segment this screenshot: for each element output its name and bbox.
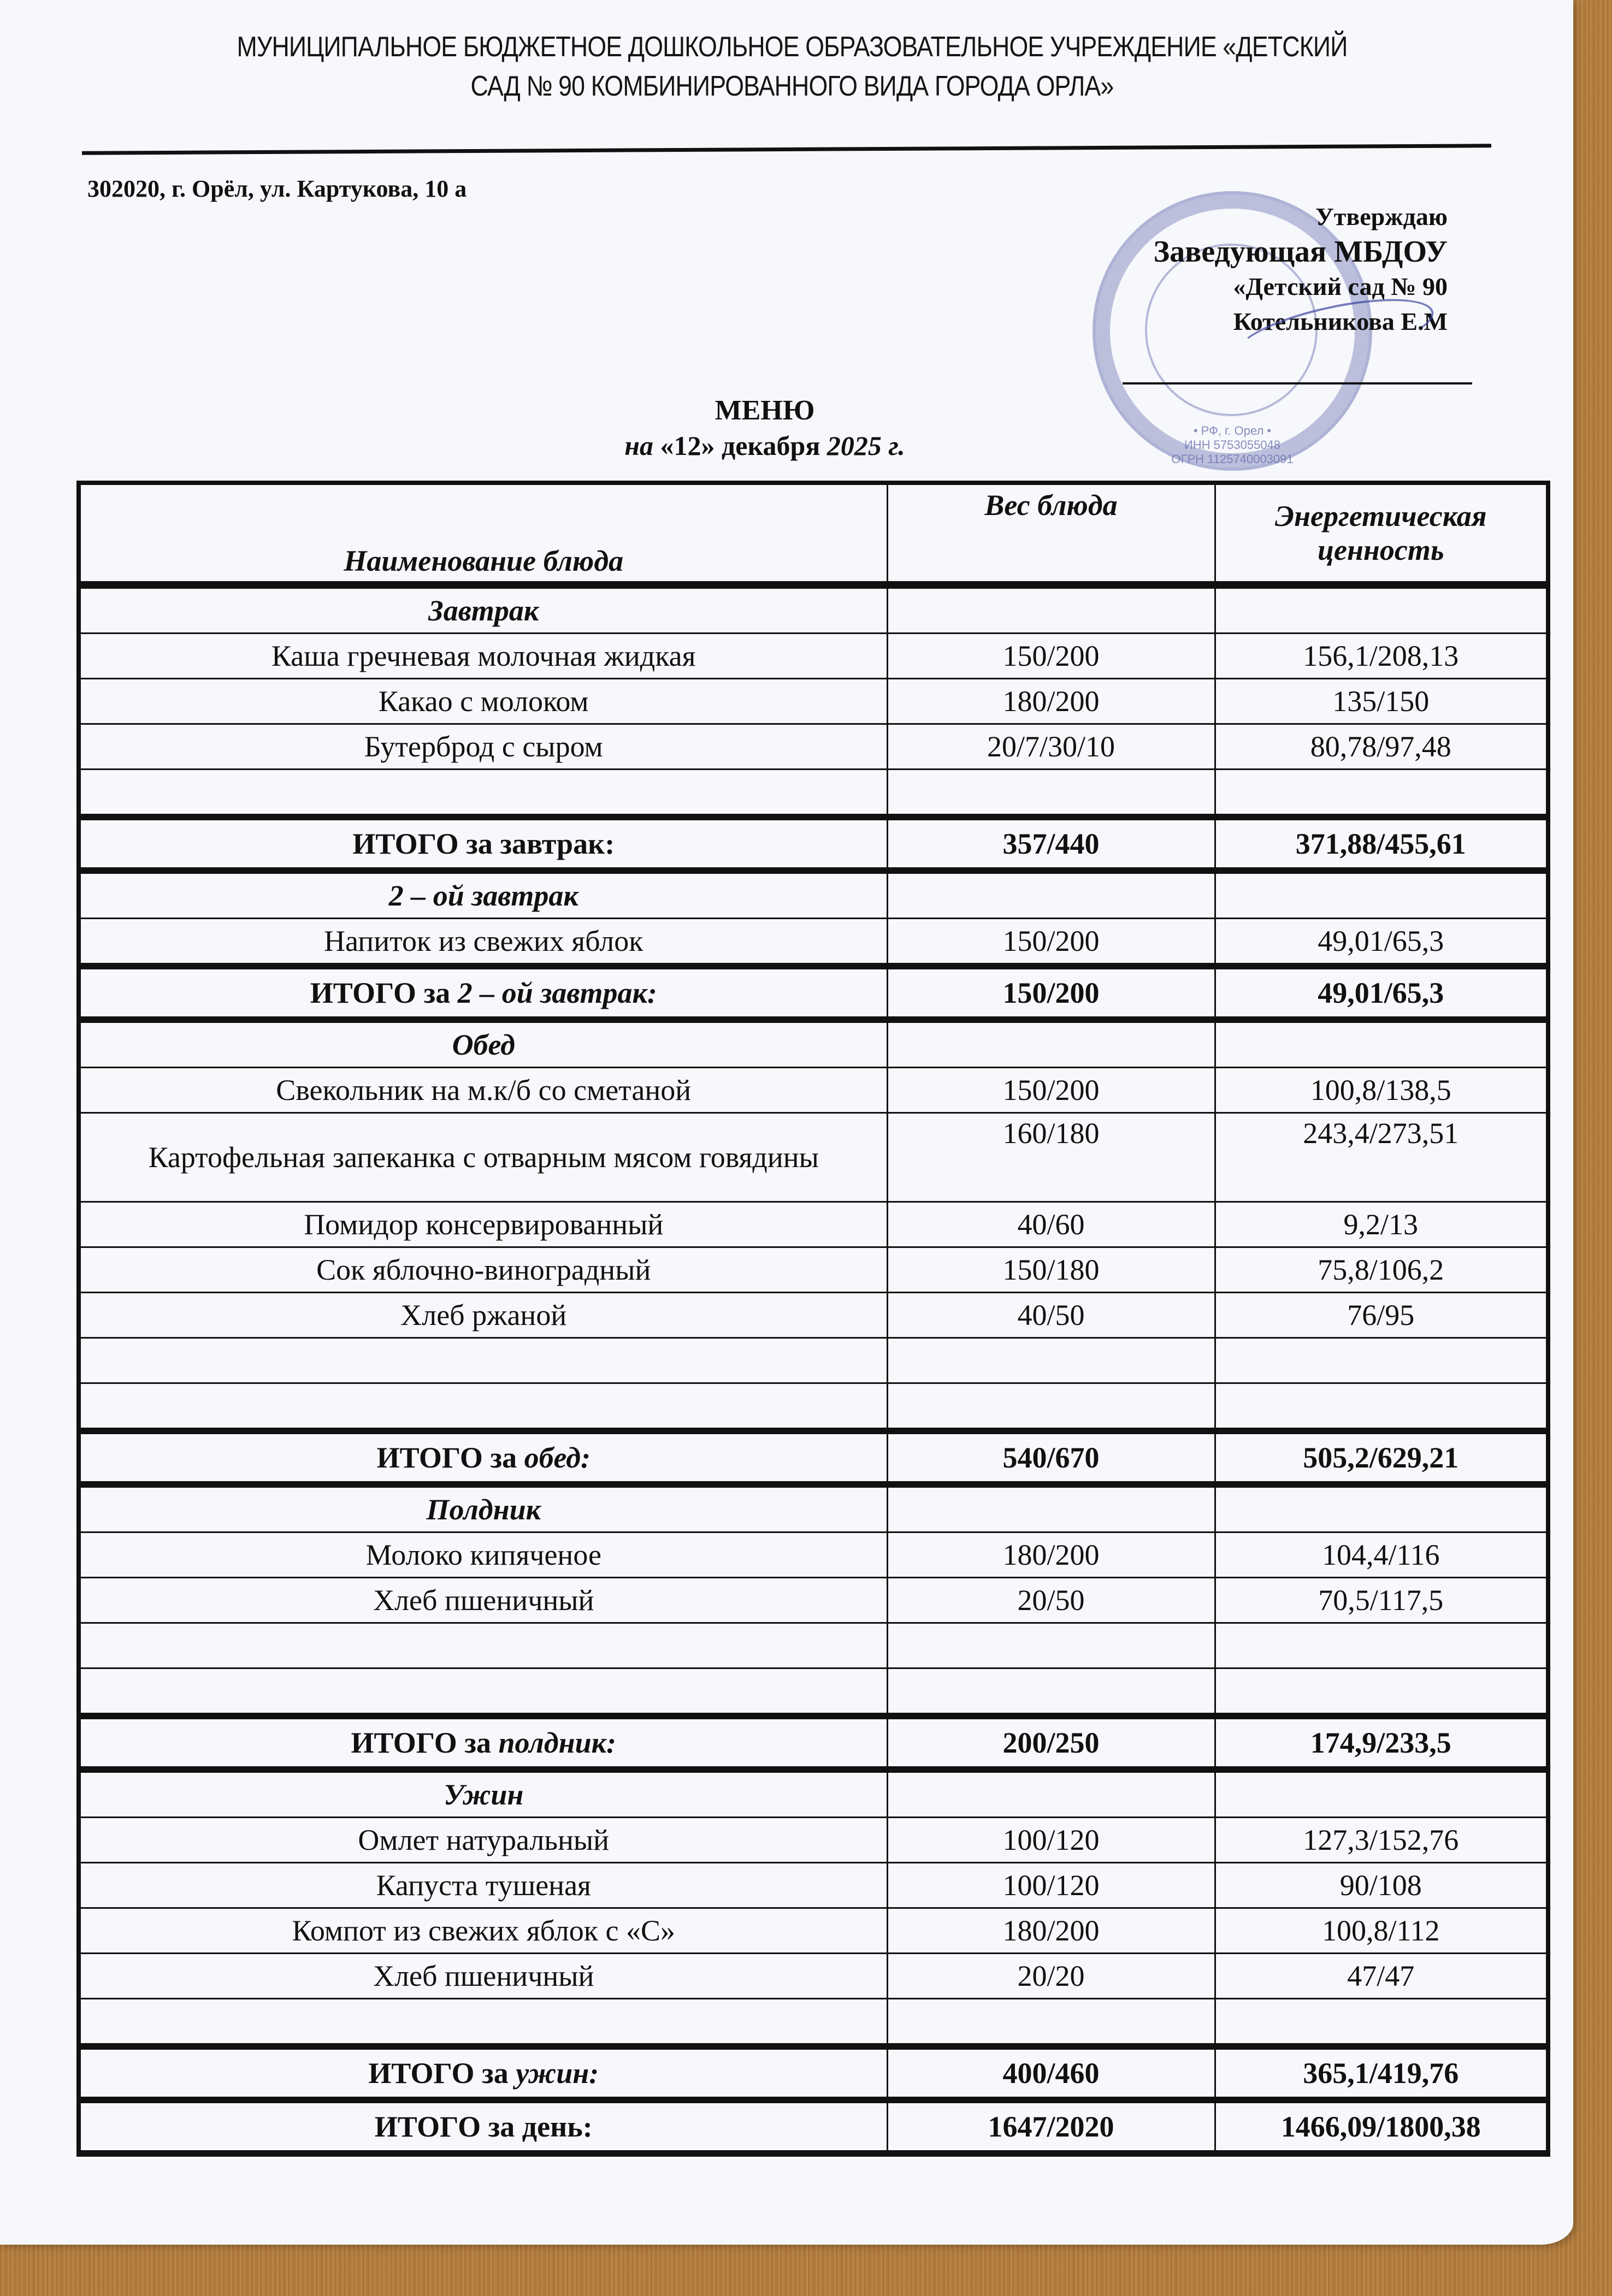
total-label-suffix: полдник: bbox=[498, 1726, 617, 1759]
total-label-prefix: ИТОГО за bbox=[376, 1441, 524, 1474]
dish-energy: 76/95 bbox=[1215, 1293, 1548, 1338]
table-row bbox=[79, 634, 1548, 679]
section-row-breakfast bbox=[79, 585, 1548, 634]
dish-energy: 100,8/112 bbox=[1215, 1908, 1548, 1954]
dish-name: Каша гречневая молочная жидкая bbox=[79, 634, 887, 679]
table-row bbox=[79, 1532, 1548, 1578]
table-row bbox=[79, 1954, 1548, 1999]
dish-name: Хлеб ржаной bbox=[79, 1293, 887, 1338]
empty-cell bbox=[887, 585, 1215, 634]
empty-cell bbox=[1215, 1338, 1548, 1383]
total-label-prefix: ИТОГО за bbox=[310, 977, 458, 1009]
dish-weight: 150/180 bbox=[887, 1247, 1215, 1293]
total-label-suffix: обед: bbox=[524, 1441, 591, 1474]
empty-cell bbox=[1215, 1484, 1548, 1532]
total-label bbox=[79, 966, 887, 1020]
total-row-dinner bbox=[79, 2046, 1548, 2100]
dish-name: Бутерброд с сыром bbox=[79, 724, 887, 770]
column-header-weight: Вес блюда bbox=[887, 483, 1215, 585]
menu-title bbox=[437, 393, 1093, 463]
table-row bbox=[79, 919, 1548, 967]
dish-weight: 180/200 bbox=[887, 679, 1215, 724]
total-label bbox=[79, 1716, 887, 1770]
empty-cell bbox=[887, 871, 1215, 919]
table-row bbox=[79, 1863, 1548, 1908]
dish-energy: 90/108 bbox=[1215, 1863, 1548, 1908]
empty-cell bbox=[887, 1623, 1215, 1668]
section-title: 2 – ой завтрак bbox=[79, 871, 887, 919]
stamp-text-line2: ИНН 5753055048 bbox=[1184, 438, 1281, 452]
section-row-afternoon-snack bbox=[79, 1484, 1548, 1532]
dish-weight: 40/50 bbox=[887, 1293, 1215, 1338]
dish-weight: 20/50 bbox=[887, 1578, 1215, 1623]
table-row bbox=[79, 1113, 1548, 1202]
section-title: Полдник bbox=[79, 1484, 887, 1532]
signature-line bbox=[1123, 382, 1472, 384]
empty-cell bbox=[887, 1770, 1215, 1818]
empty-row bbox=[79, 1999, 1548, 2047]
empty-cell bbox=[1215, 1999, 1548, 2047]
dish-energy: 127,3/152,76 bbox=[1215, 1818, 1548, 1863]
dish-name: Капуста тушеная bbox=[79, 1863, 887, 1908]
approval-line4: Котельникова Е.М bbox=[1233, 307, 1448, 335]
dish-name: Сок яблочно-виноградный bbox=[79, 1247, 887, 1293]
column-header-dish: Наименование блюда bbox=[79, 483, 887, 585]
header-divider bbox=[82, 144, 1491, 155]
total-row-afternoon-snack bbox=[79, 1716, 1548, 1770]
table-row bbox=[79, 1578, 1548, 1623]
empty-cell bbox=[1215, 1020, 1548, 1068]
empty-row bbox=[79, 770, 1548, 818]
dish-energy: 243,4/273,51 bbox=[1215, 1113, 1548, 1202]
empty-row bbox=[79, 1338, 1548, 1383]
dish-name: Картофельная запеканка с отварным мясом говядины bbox=[79, 1113, 887, 1202]
total-energy: 365,1/419,76 bbox=[1215, 2046, 1548, 2100]
empty-cell bbox=[79, 1383, 887, 1431]
table-header-row bbox=[79, 483, 1548, 585]
empty-cell bbox=[887, 1020, 1215, 1068]
total-row-breakfast bbox=[79, 817, 1548, 871]
empty-cell bbox=[887, 1484, 1215, 1532]
total-label-suffix: завтрак: bbox=[500, 827, 615, 860]
table-row bbox=[79, 1293, 1548, 1338]
total-label-prefix: ИТОГО за bbox=[352, 827, 500, 860]
dish-weight: 100/120 bbox=[887, 1818, 1215, 1863]
empty-cell bbox=[79, 770, 887, 818]
day-total-energy: 1466,09/1800,38 bbox=[1215, 2100, 1548, 2153]
dish-energy: 47/47 bbox=[1215, 1954, 1548, 1999]
organization-title bbox=[181, 27, 1403, 106]
dish-weight: 160/180 bbox=[887, 1113, 1215, 1202]
dish-name: Помидор консервированный bbox=[79, 1202, 887, 1247]
total-label bbox=[79, 817, 887, 871]
empty-cell bbox=[79, 1338, 887, 1383]
total-weight: 200/250 bbox=[887, 1716, 1215, 1770]
section-row-lunch bbox=[79, 1020, 1548, 1068]
table-row bbox=[79, 1247, 1548, 1293]
empty-cell bbox=[1215, 1770, 1548, 1818]
dish-energy: 135/150 bbox=[1215, 679, 1548, 724]
dish-energy: 70,5/117,5 bbox=[1215, 1578, 1548, 1623]
total-energy: 371,88/455,61 bbox=[1215, 817, 1548, 871]
dish-name: Свекольник на м.к/б со сметаной bbox=[79, 1068, 887, 1113]
dish-weight: 20/20 bbox=[887, 1954, 1215, 1999]
organization-title-line2: САД № 90 КОМБИНИРОВАННОГО ВИДА ГОРОДА ОРЛА» bbox=[470, 70, 1114, 102]
dish-name: Омлет натуральный bbox=[79, 1818, 887, 1863]
table-row bbox=[79, 724, 1548, 770]
dish-weight: 150/200 bbox=[887, 919, 1215, 967]
empty-cell bbox=[887, 770, 1215, 818]
empty-row bbox=[79, 1623, 1548, 1668]
dish-energy: 75,8/106,2 bbox=[1215, 1247, 1548, 1293]
empty-cell bbox=[1215, 871, 1548, 919]
total-row-second-breakfast bbox=[79, 966, 1548, 1020]
total-label-suffix: 2 – ой завтрак: bbox=[457, 977, 657, 1009]
menu-date bbox=[437, 428, 1093, 463]
table-row bbox=[79, 1908, 1548, 1954]
empty-cell bbox=[1215, 585, 1548, 634]
empty-cell bbox=[79, 1623, 887, 1668]
stamp-text-line3: ОГРН 1125740003091 bbox=[1171, 452, 1294, 466]
dish-energy: 156,1/208,13 bbox=[1215, 634, 1548, 679]
day-total-weight: 1647/2020 bbox=[887, 2100, 1215, 2153]
dish-name: Компот из свежих яблок с «С» bbox=[79, 1908, 887, 1954]
dish-weight: 180/200 bbox=[887, 1532, 1215, 1578]
empty-row bbox=[79, 1383, 1548, 1431]
total-label bbox=[79, 2046, 887, 2100]
total-label-suffix: ужин: bbox=[516, 2057, 599, 2090]
column-header-energy: Энергетическая ценность bbox=[1215, 483, 1548, 585]
empty-cell bbox=[1215, 1623, 1548, 1668]
address: 302020, г. Орёл, ул. Картукова, 10 а bbox=[87, 175, 467, 202]
total-row-day bbox=[79, 2100, 1548, 2153]
table-row bbox=[79, 1202, 1548, 1247]
approval-line2: Заведующая МБДОУ bbox=[1153, 235, 1448, 269]
empty-cell bbox=[1215, 770, 1548, 818]
approval-line3: «Детский сад № 90 bbox=[1233, 273, 1448, 300]
empty-cell bbox=[887, 1999, 1215, 2047]
organization-title-line1: МУНИЦИПАЛЬНОЕ БЮДЖЕТНОЕ ДОШКОЛЬНОЕ ОБРАЗОВАТЕЛЬНОЕ УЧРЕЖДЕНИЕ «ДЕТСКИЙ bbox=[237, 31, 1348, 63]
menu-date-prefix: на bbox=[624, 430, 654, 461]
total-label bbox=[79, 1431, 887, 1484]
empty-cell bbox=[1215, 1668, 1548, 1717]
section-title: Ужин bbox=[79, 1770, 887, 1818]
approval-line1: Утверждаю bbox=[1315, 203, 1448, 230]
empty-cell bbox=[1215, 1383, 1548, 1431]
dish-weight: 20/7/30/10 bbox=[887, 724, 1215, 770]
dish-energy: 9,2/13 bbox=[1215, 1202, 1548, 1247]
total-weight: 150/200 bbox=[887, 966, 1215, 1020]
total-label-prefix: ИТОГО за bbox=[368, 2057, 516, 2090]
total-energy: 174,9/233,5 bbox=[1215, 1716, 1548, 1770]
total-weight: 357/440 bbox=[887, 817, 1215, 871]
dish-name: Напиток из свежих яблок bbox=[79, 919, 887, 967]
dish-weight: 150/200 bbox=[887, 1068, 1215, 1113]
dish-energy: 49,01/65,3 bbox=[1215, 919, 1548, 967]
total-energy: 49,01/65,3 bbox=[1215, 966, 1548, 1020]
empty-row bbox=[79, 1668, 1548, 1717]
menu-title-main: МЕНЮ bbox=[715, 395, 815, 426]
dish-energy: 80,78/97,48 bbox=[1215, 724, 1548, 770]
total-weight: 540/670 bbox=[887, 1431, 1215, 1484]
menu-table bbox=[76, 481, 1550, 2157]
dish-weight: 180/200 bbox=[887, 1908, 1215, 1954]
total-weight: 400/460 bbox=[887, 2046, 1215, 2100]
table-row bbox=[79, 679, 1548, 724]
section-title: Завтрак bbox=[79, 585, 887, 634]
section-row-dinner bbox=[79, 1770, 1548, 1818]
menu-date-day: «12» декабря bbox=[660, 430, 820, 461]
dish-name: Молоко кипяченое bbox=[79, 1532, 887, 1578]
menu-date-year: 2025 г. bbox=[826, 430, 905, 461]
section-title: Обед bbox=[79, 1020, 887, 1068]
section-row-second-breakfast bbox=[79, 871, 1548, 919]
empty-cell bbox=[79, 1999, 887, 2047]
dish-weight: 100/120 bbox=[887, 1863, 1215, 1908]
dish-energy: 100,8/138,5 bbox=[1215, 1068, 1548, 1113]
empty-cell bbox=[79, 1668, 887, 1717]
empty-cell bbox=[887, 1338, 1215, 1383]
total-energy: 505,2/629,21 bbox=[1215, 1431, 1548, 1484]
day-total-label: ИТОГО за день: bbox=[79, 2100, 887, 2153]
dish-name: Хлеб пшеничный bbox=[79, 1954, 887, 1999]
table-row bbox=[79, 1068, 1548, 1113]
dish-name: Хлеб пшеничный bbox=[79, 1578, 887, 1623]
total-label-prefix: ИТОГО за bbox=[351, 1726, 499, 1759]
total-row-lunch bbox=[79, 1431, 1548, 1484]
empty-cell bbox=[887, 1668, 1215, 1717]
stamp-text-line1: • РФ, г. Орел • bbox=[1193, 424, 1272, 437]
stamp-text bbox=[1107, 424, 1358, 466]
empty-cell bbox=[887, 1383, 1215, 1431]
table-row bbox=[79, 1818, 1548, 1863]
dish-weight: 40/60 bbox=[887, 1202, 1215, 1247]
dish-weight: 150/200 bbox=[887, 634, 1215, 679]
dish-name: Какао с молоком bbox=[79, 679, 887, 724]
dish-energy: 104,4/116 bbox=[1215, 1532, 1548, 1578]
